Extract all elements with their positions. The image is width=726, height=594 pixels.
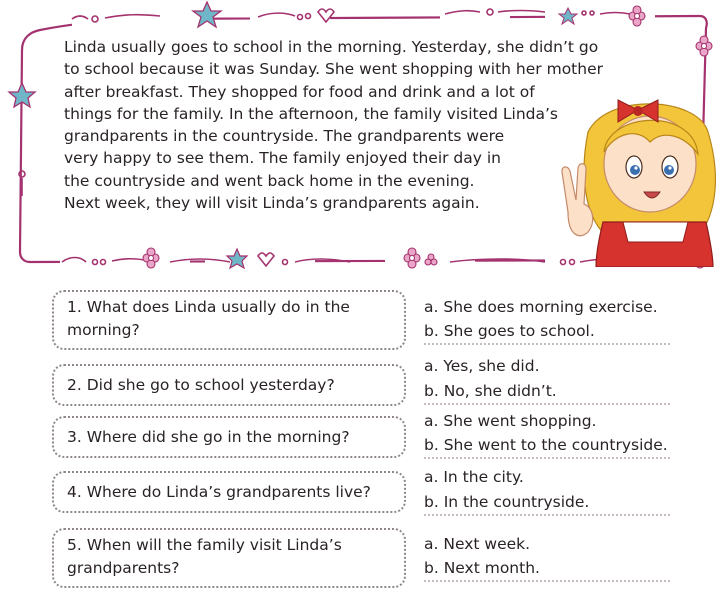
passage-line: Linda usually goes to school in the morning. Yesterday, she didn’t go [64,38,599,56]
passage-line: grandparents in the countryside. The grandparents were [64,127,505,146]
question-box [52,471,406,513]
answer-option-a[interactable]: a. She does morning exercise. [424,298,658,316]
answer-dotted-line [424,343,670,345]
question-text: 2. Did she go to school yesterday? [67,375,335,394]
passage-line: the countryside and went back home in the evening. [64,171,475,190]
answer-option-a[interactable]: a. Next week. [424,535,531,553]
question-text: 4. Where do Linda’s grandparents live? [67,482,371,501]
answer-dotted-line [424,457,670,459]
question-text: 5. When will the family visit Linda’s grandparents? [67,536,342,577]
question-box [52,528,406,588]
passage-line: things for the family. In the afternoon, the family visited Linda’s [64,104,558,123]
girl-illustration [548,72,723,267]
answer-option-b[interactable]: b. She went to the countryside. [424,436,668,454]
question-text: 1. What does Linda usually do in the morning? [67,298,350,339]
answer-dotted-line [424,580,670,582]
passage-line: to school because it was Sunday. She went shopping with her mother [64,60,603,79]
question-box [52,290,406,350]
answer-option-b[interactable]: b. No, she didn’t. [424,382,557,400]
flower-icon [696,36,712,56]
passage-line: Next week, they will visit Linda’s grandparents again. [64,194,480,213]
answer-option-b[interactable]: b. In the countryside. [424,493,590,511]
answer-option-b[interactable]: b. She goes to school. [424,322,595,340]
answer-dotted-line [424,403,670,405]
answer-option-a[interactable]: a. In the city. [424,468,524,486]
passage-line: after breakfast. They shopped for food and drink and a lot of [64,82,535,101]
question-box [52,364,406,406]
question-box [52,416,406,458]
answer-option-a[interactable]: a. Yes, she did. [424,357,540,375]
question-text: 3. Where did she go in the morning? [67,427,350,446]
answer-option-b[interactable]: b. Next month. [424,559,540,577]
answer-dotted-line [424,514,670,516]
passage-line: very happy to see them. The family enjoyed their day in [64,149,501,168]
answer-option-a[interactable]: a. She went shopping. [424,412,597,430]
